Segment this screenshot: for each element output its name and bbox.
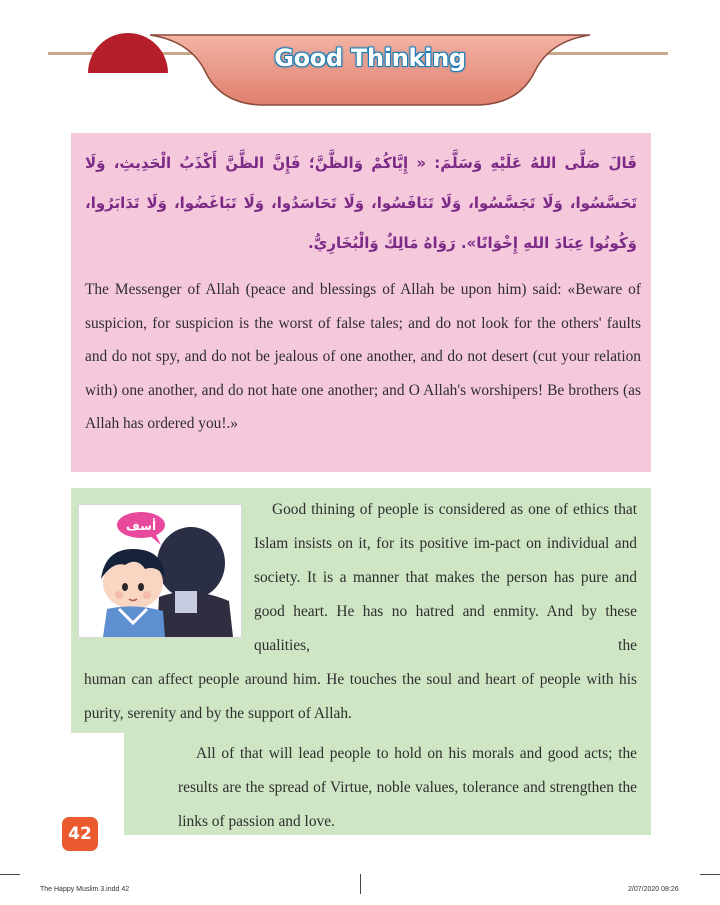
print-slug-date: 2/07/2020 08:26 xyxy=(628,886,679,893)
explanation-paragraph-part1: Good thining of people is considered as one of ethics that Islam insists on it, for its positive im-pact on individual and society. It is a manner that makes the person has pure and good heart. He has no hatred and enmity. And by these qualities, the xyxy=(254,501,637,654)
apology-illustration xyxy=(78,504,242,638)
speech-bubble-text: أسف xyxy=(125,519,157,533)
crop-mark-right xyxy=(700,874,720,875)
page-number-badge: 42 xyxy=(62,817,98,851)
two-children-apology-icon xyxy=(79,505,241,637)
page-title: Good Thinking xyxy=(274,44,466,72)
hadith-box xyxy=(71,133,651,472)
explanation-paragraph-part2: human can affect people around him. He touches the soul and heart of people with his purity, serenity and by the support of Allah. xyxy=(84,671,637,722)
crop-mark-center xyxy=(360,874,361,894)
hadith-arabic-text: قَالَ صَلَّى اللهُ عَلَيْهِ وَسَلَّمَ: « إِيَّاكُمْ وَالظَّنَّ؛ فَإِنَّ الظَّنَّ أَكْذَبُ الْحَدِيثِ، وَلَا تَحَسَّسُوا، وَلَا تَجَسَّسُوا، وَلَا تَنَافَسُوا، وَلَا تَحَاسَدُوا، وَلَا تَبَاغَضُوا، وَلَا تَدَابَرُوا، وَكُونُوا عِبَادَ اللهِ إِخْوَانًا». رَوَاهُ مَالِكٌ وَالْبُخَارِيُّ. xyxy=(85,154,637,252)
hadith-english-text: The Messenger of Allah (peace and blessings of Allah be upon him) said: «Beware of suspicion, for suspicion is the worst of false tales; and do not look for the others' faults and do not spy, and do not be jealous of one another, and do not desert (cut your relation with) one another, and do not hate one another; and O Allah's worshipers! Be brothers (as Allah has ordered you!.» xyxy=(85,281,641,432)
crop-mark-left xyxy=(0,874,20,875)
print-slug-file: The Happy Muslim 3.indd 42 xyxy=(40,886,130,893)
conclusion-paragraph: All of that will lead people to hold on his morals and good acts; the results are the spread of Virtue, noble values, tolerance and strengthen the links of passion and love. xyxy=(178,745,637,830)
